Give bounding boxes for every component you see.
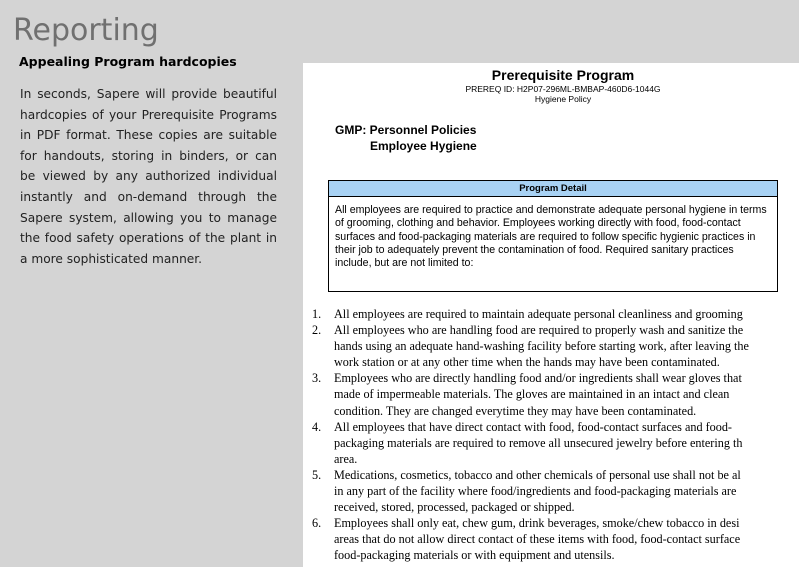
rule-item — [311, 322, 799, 370]
document-title: Prerequisite Program — [491, 67, 635, 83]
rule-line: Medications, cosmetics, tobacco and other chemicals of personal use shall not be al — [334, 467, 741, 482]
rule-line: in any part of the facility where food/ingredients and food-packaging materials are — [334, 484, 737, 499]
rule-line: All employees that have direct contact with food, food-contact surfaces and food- — [334, 419, 732, 434]
pdf-preview — [303, 63, 799, 567]
rule-line: work station or at any other time when the hands may have been contaminated. — [334, 355, 720, 370]
program-detail-header: Program Detail — [329, 181, 777, 197]
rule-number: 6. — [312, 516, 322, 531]
program-detail-text: All employees are required to practice and demonstrate adequate personal hygiene in terms of grooming, clothing and behavior. Employees working directly with food, food-contact surfaces and food-packaging materials are required to follow specific hygienic practices in their job to adequately prevent the contamination of food. Required sanitary practices include, but are not limited to: — [335, 204, 767, 270]
rule-number: 1. — [312, 307, 322, 321]
section-subtitle: Appealing Program hardcopies — [19, 54, 237, 69]
document-prereq-id: PREREQ ID: H2P07-296ML-BMBAP-460D6-1044G — [465, 84, 661, 94]
rule-line: packaging materials are required to remove all unsecured jewelry before entering th — [334, 435, 743, 450]
rule-number: 2. — [312, 323, 322, 338]
rule-line: condition. They are changed everytime they may have been contaminated. — [334, 403, 697, 418]
rule-line: All employees are required to maintain adequate personal cleanliness and grooming — [334, 307, 743, 321]
program-detail-box — [328, 180, 778, 292]
hygiene-rules-list — [311, 306, 799, 564]
gmp-subheading: Employee Hygiene — [370, 139, 477, 153]
rule-line: made of impermeable materials. The gloves are maintained in an intact and clean — [334, 387, 730, 402]
rule-number: 5. — [312, 467, 322, 482]
rule-line: received, stored, processed, packaged or shipped. — [334, 500, 575, 515]
rule-number: 4. — [312, 419, 322, 434]
rule-line: area. — [334, 451, 358, 466]
rule-line: areas that do not allow direct contact of these items with food, food-contact surface — [334, 532, 741, 547]
rule-item — [311, 467, 799, 515]
rule-line: Employees who are directly handling food and/or ingredients shall wear gloves that — [334, 371, 742, 386]
rule-line: All employees who are handling food are required to properly wash and sanitize the — [334, 323, 744, 338]
rule-line: Employees shall only eat, chew gum, drink beverages, smoke/chew tobacco in desi — [334, 516, 740, 531]
page-title: Reporting — [13, 13, 159, 48]
rule-line: hands using an adequate hand-washing facility before starting work, after leaving the — [334, 339, 749, 354]
rule-item — [311, 370, 799, 418]
rule-line: food-packaging materials or with equipment and utensils. — [334, 548, 615, 563]
gmp-heading: GMP: Personnel Policies — [335, 123, 477, 137]
section-description: In seconds, Sapere will provide beautiful hardcopies of your Prerequisite Programs in PDF format. These copies are suitable for handouts, storing in binders, or can be viewed by any authorized individual instantly and on-demand through the Sapere system, allowing you to manage the food safety operations of the plant in a more sophisticated manner. — [20, 87, 277, 266]
rule-item — [311, 515, 799, 563]
document-policy: Hygiene Policy — [534, 94, 592, 104]
rule-item — [311, 419, 799, 467]
rule-item — [311, 306, 799, 322]
rule-number: 3. — [312, 371, 322, 386]
